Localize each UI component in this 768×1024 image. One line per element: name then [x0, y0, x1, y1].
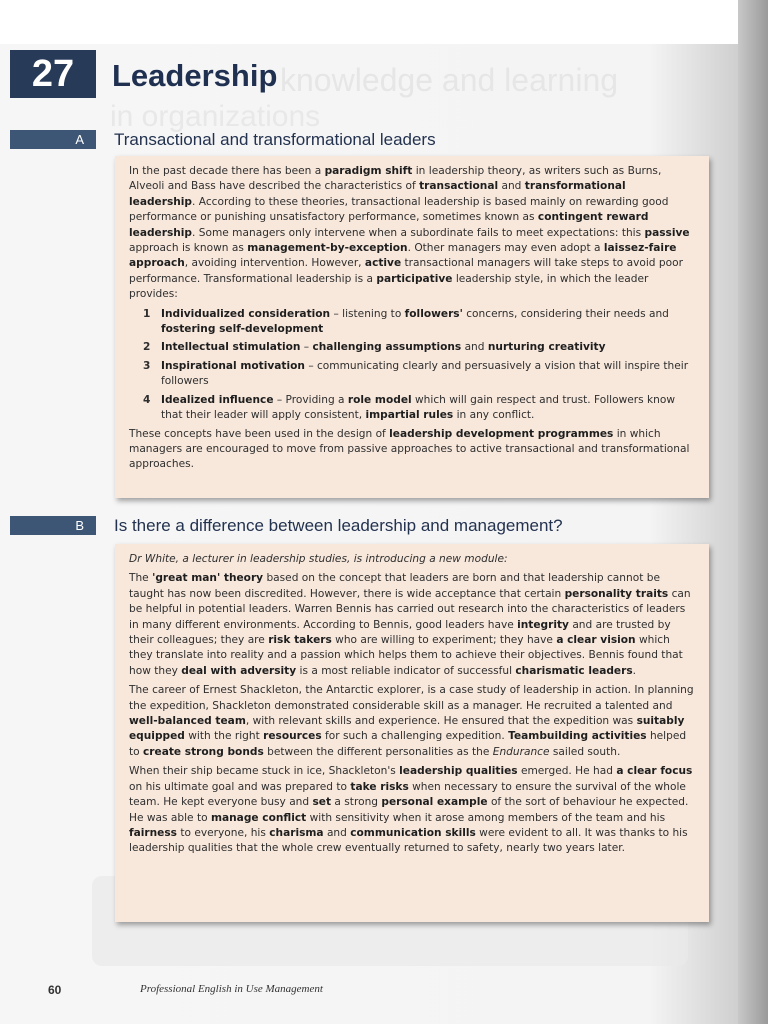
key-term: well-balanced team: [129, 715, 246, 728]
text-run: to everyone, his: [176, 826, 270, 839]
list-item-text: [161, 393, 695, 424]
key-term: manage conflict: [210, 811, 307, 824]
list-item: [143, 393, 695, 424]
text-run: which will gain respect and trust. Followers know that their leader will apply consistent,: [161, 393, 675, 422]
key-term: leadership development programmes: [389, 427, 614, 440]
page-number: 60: [48, 983, 62, 997]
text-run: in which managers are encouraged to move from passive approaches to active transactional and transformational approaches.: [129, 427, 690, 471]
section-b-paragraph-2: [129, 683, 695, 760]
section-a-textbox: [115, 156, 709, 498]
key-term: Inspirational motivation: [161, 359, 305, 372]
text-run: between the different personalities as the: [263, 745, 493, 758]
key-term: deal with adversity: [181, 664, 297, 677]
section-b-textbox: [115, 544, 709, 922]
book-title-footer: Professional English in Use Management: [140, 983, 323, 995]
text-run: which they translate into reality and a passion which helps them to achieve their objectives. Bennis found that how they: [129, 634, 683, 677]
key-term: fairness: [129, 826, 177, 839]
key-term: take risks: [350, 780, 409, 793]
text-run: who are willing to experiment; they have: [331, 634, 557, 647]
section-a-list: [129, 307, 695, 424]
key-term: followers': [404, 307, 463, 320]
key-term: 'great man' theory: [152, 572, 264, 585]
text-run: can be helpful in potential leaders. Warren Bennis has carried out research into the characteristics of leaders in many different environments. According to Bennis, good leaders have: [129, 587, 691, 631]
key-term: Idealized influence: [161, 393, 274, 406]
section-a-heading: Transactional and transformational leaders: [114, 130, 436, 149]
key-term: personal example: [381, 796, 488, 809]
page-gutter-shadow: [738, 0, 768, 1024]
key-term: charismatic leaders: [515, 664, 633, 677]
key-term: create strong bonds: [143, 745, 264, 758]
list-item-number: 4: [143, 393, 151, 406]
section-b-paragraph-1: [129, 571, 695, 679]
text-run: – Providing a: [273, 393, 348, 406]
key-term: participative: [376, 272, 453, 285]
text-run: Dr White, a lecturer in leadership studies, is introducing a new module:: [129, 553, 508, 565]
text-run: with sensitivity when it arose among members of the team and his: [306, 811, 666, 824]
key-term: management-by-exception: [247, 242, 408, 255]
text-run: and are trusted by their colleagues; they are: [129, 618, 671, 647]
key-term: risk takers: [268, 634, 332, 647]
text-run: , avoiding intervention. However,: [184, 257, 365, 270]
text-run: of the sort of behaviour he expected. He was able to: [129, 796, 689, 824]
section-b-tab: B: [10, 516, 96, 535]
text-run: , with relevant skills and experience. He ensured that the expedition was: [245, 715, 637, 728]
key-term: resources: [263, 730, 322, 743]
text-run: leadership style, in which the leader provides:: [129, 272, 649, 301]
key-term: paradigm shift: [324, 165, 413, 177]
text-run: emerged. He had: [517, 765, 617, 778]
list-item-number: 2: [143, 341, 151, 354]
key-term: leadership qualities: [399, 765, 518, 778]
key-term: transactional: [419, 180, 499, 193]
text-run: .: [632, 664, 637, 677]
text-run: These concepts have been used in the design of: [129, 427, 390, 440]
key-term: Intellectual stimulation: [161, 341, 301, 354]
text-run: concerns, considering their needs and: [462, 307, 669, 320]
unit-number-badge: 27: [10, 50, 96, 98]
section-b-lead: [129, 552, 695, 567]
key-term: charisma: [269, 826, 324, 839]
text-run: – listening to: [330, 307, 405, 320]
key-term: set: [312, 796, 332, 809]
key-term: transformational leadership: [129, 180, 626, 208]
key-term: communication skills: [350, 826, 476, 839]
list-item-text: [161, 359, 695, 390]
text-run: and: [323, 826, 351, 839]
text-run: and: [461, 341, 488, 354]
text-run: and: [498, 180, 525, 193]
text-run: – communicating clearly and persuasively a vision that will inspire their followers: [161, 359, 689, 388]
key-term: challenging assumptions: [312, 341, 462, 354]
key-term: a clear vision: [556, 634, 636, 647]
key-term: Individualized consideration: [161, 307, 331, 320]
key-term: laissez-faire approach: [129, 242, 677, 270]
text-run: . According to these theories, transactional leadership is based mainly on rewarding good performance or punishing unsatisfactory performance, sometimes known as: [129, 195, 669, 224]
key-term: a clear focus: [616, 765, 693, 778]
text-run: were evident to all. It was thanks to his leadership qualities that the whole crew eventually returned to safety, nearly two years later.: [129, 826, 688, 855]
text-run: based on the concept that leaders are born and that leadership cannot be taught has now been discredited. However, there is wide acceptance that certain: [129, 572, 660, 600]
bleed-through-title: knowledge and learning: [280, 62, 619, 98]
list-item-text: [161, 340, 695, 355]
list-item-number: 3: [143, 359, 151, 372]
key-term: impartial rules: [365, 409, 454, 422]
text-run: The: [129, 572, 153, 585]
text-run: is a most reliable indicator of successful: [296, 664, 516, 677]
text-run: The career of Ernest Shackleton, the Antarctic explorer, is a case study of leadership in action. In planning the expedition, Shackleton demonstrated considerable skill as a manager. He recruited a talented and: [129, 684, 694, 712]
text-run: . Other managers may even adopt a: [407, 242, 604, 255]
key-term: passive: [644, 226, 690, 239]
key-term: nurturing creativity: [487, 341, 606, 354]
text-run: on his ultimate goal and was prepared to: [129, 780, 351, 793]
key-term: integrity: [517, 618, 569, 631]
text-run: In the past decade there has been a: [129, 165, 325, 177]
key-term: role model: [347, 393, 412, 406]
list-item: [143, 359, 695, 390]
list-item-text: [161, 307, 695, 338]
text-run: –: [300, 341, 313, 354]
section-a-intro: [129, 164, 695, 303]
text-run: when necessary to ensure the survival of the whole team. He kept everyone busy and: [129, 780, 686, 809]
bleed-through-subtitle: in organizations: [110, 100, 321, 133]
text-run: in leadership theory, as writers such as Burns, Alveoli and Bass have described the characteristics of: [129, 165, 662, 193]
text-run: a strong: [331, 796, 382, 809]
key-term: Teambuilding activities: [508, 730, 647, 743]
text-run: approach is known as: [129, 242, 248, 255]
text-run: in any conflict.: [453, 409, 535, 422]
text-run: with the right: [184, 730, 264, 743]
key-term: personality traits: [564, 587, 669, 600]
list-item: [143, 307, 695, 338]
text-run: . Some managers only intervene when a subordinate fails to meet expectations: this: [192, 226, 645, 239]
key-term: contingent reward leadership: [129, 211, 649, 239]
section-a-tab: A: [10, 130, 96, 149]
text-run: Endurance: [492, 745, 550, 758]
key-term: suitably equipped: [129, 715, 685, 743]
section-b-heading: Is there a difference between leadership and management?: [114, 516, 563, 535]
text-run: transactional managers will take steps to avoid poor performance. Transformational leadership is a: [129, 257, 683, 285]
list-item: [143, 340, 695, 355]
section-b-paragraph-3: [129, 764, 695, 856]
text-run: sailed south.: [549, 745, 621, 758]
key-term: fostering self-development: [161, 323, 324, 336]
section-a-outro: [129, 427, 695, 473]
text-run: for such a challenging expedition.: [321, 730, 509, 743]
list-item-number: 1: [143, 307, 151, 320]
key-term: active: [364, 257, 402, 270]
text-run: helped to: [129, 730, 687, 758]
unit-title: Leadership: [112, 58, 278, 93]
text-run: When their ship became stuck in ice, Shackleton's: [129, 765, 400, 778]
